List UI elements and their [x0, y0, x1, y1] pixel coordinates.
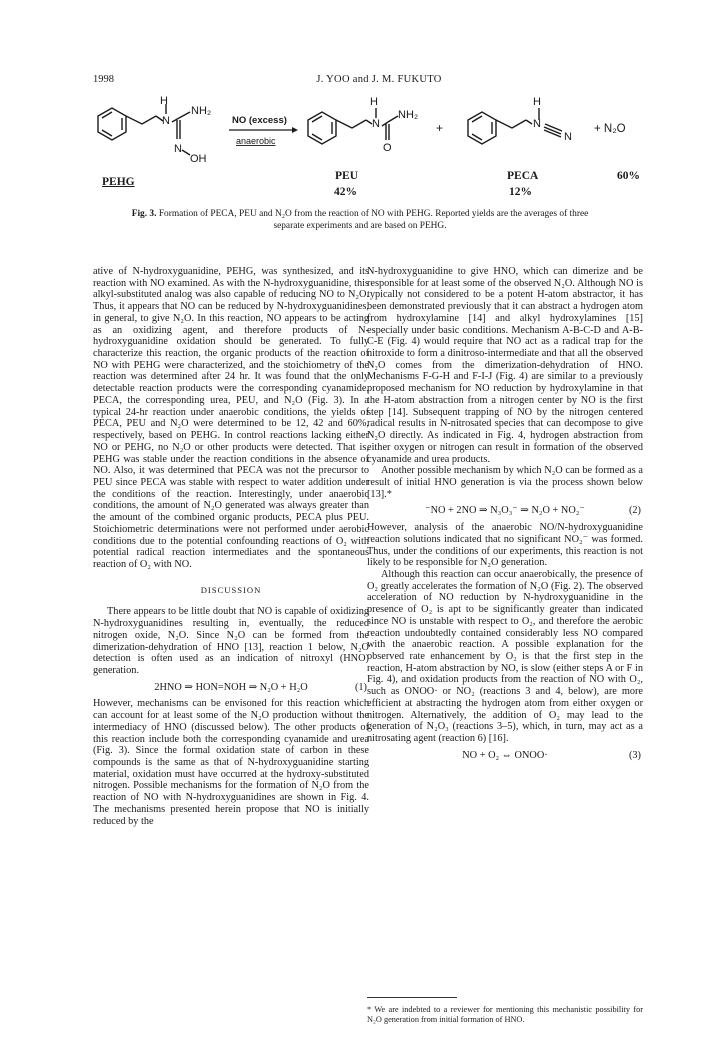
footnote: * We are indebted to a reviewer for mentioning this mechanistic possibility for N₂O generation from initial formation of HNO. — [367, 1005, 643, 1024]
right-paragraph-2: Another possible mechanism by which N₂O can be formed as a result of initial HNO generation is via the process shown below [13].* — [367, 465, 643, 500]
reagent-no-excess: NO (excess) — [232, 115, 287, 126]
peca-structure — [468, 108, 562, 144]
plus-sign-1: + — [436, 121, 444, 135]
left-column — [93, 266, 369, 827]
footnote-rule — [367, 997, 457, 998]
pehg-atom-oh: OH — [190, 153, 207, 165]
label-peu: PEU — [335, 170, 358, 182]
equation-1-number: (1) — [354, 681, 367, 693]
caption-label: Fig. 3. — [131, 209, 157, 219]
running-title: J. YOO and J. M. FUKUTO — [316, 74, 442, 85]
peu-atom-h: H — [370, 96, 378, 108]
right-paragraph-1: N-hydroxyguanidine to give HNO, which can dimerize and be responsible for at least some of the observed N₂O. Although NO is typically not considered to be a potent H-atom abstractor, it has been demonstrated previously that it can abstract a hydrogen atom from hydroxylamine [14] and alkyl hydroxylamines [15] especially under basic conditions. Mechanism A-B-C-D and A-B-C-E (Fig. 4) would require that NO act as a radical trap for the nitroxide to form a dinitroso-intermediate and that all the observed N₂O comes from the dimerization-dehydration of HNO. Mechanisms F-G-H and F-I-J (Fig. 4) are similar to a previously proposed mechanism for NO reduction by hydroxylamine in that the H-atom abstraction from a nitrogen center by NO is the first step [14]. Subsequent trapping of NO by the nitrogen centered radical results in N-nitrosated species that can decompose to give N₂O directly. As indicated in Fig. 4, hydrogen abstraction from either oxygen or nitrogen can result in formation of the observed cyanamide and urea products. — [367, 266, 643, 465]
equation-3 — [367, 750, 643, 762]
left-paragraph-2: There appears to be little doubt that NO is capable of oxidizing N-hydroxyguanidines resulting in, eventually, the reduced nitrogen oxide, N₂O. Since N₂O can be formed from the dimerization-dehydration of HNO [13], reaction 1 below, N₂O detection is often used as an indication of nitroxyl (HNO) generation. — [93, 606, 369, 676]
peu-atom-o: O — [383, 142, 392, 154]
peca-atom-h: H — [533, 96, 541, 108]
peca-atom-n: N — [533, 118, 541, 130]
pehg-atom-n2: N — [174, 143, 182, 155]
scheme-drawing — [86, 92, 676, 210]
label-peu-yield: 42% — [334, 186, 357, 198]
left-paragraph-1: ative of N-hydroxyguanidine, PEHG, was synthesized, and its reaction with NO examined. As with the N-hydroxyguanidine, this alkyl-substituted analog was also capable of reducing NO to N₂O. Thus, it appears that NO can be reduced by N-hydroxyguanidines, in general, to give N₂O. In this reaction, NO appears to be acting as an oxidizing agent, and therefore products of N-hydroxyguanidine oxidation should be generated. To fully characterize this reaction, the organic products of the reaction of NO with PEHG were characterized, and the stoichiometry of the reaction was determined after 24 hr. It was found that the only detectable reaction products were the corresponding cyanamide, PECA, the corresponding urea, PEU, and N₂O (Fig. 3). In a typical 24-hr reaction under anaerobic conditions, the yields of PECA, PEU and N₂O were determined to be 12, 42 and 60%, respectively, based on PEHG. In control reactions lacking either NO or PEHG, no N₂O or other products were detected. That is, PEHG was stable under the reaction conditions in the absence of NO. Also, it was determined that PECA was not the precursor to PEU since PECA was stable with respect to water addition under the conditions of the reaction. Interestingly, under anaerobic conditions, the amount of N₂O generated was always greater than the amount of the combined organic products, PECA plus PEU. Stoichiometric determinations were not performed under aerobic conditions due to the potential confounding reactions of O₂ with potential radical reaction intermediates and the spontaneous reaction of O₂ with NO. — [93, 266, 369, 570]
figure-caption — [120, 209, 600, 232]
running-header — [93, 74, 665, 90]
label-pehg: PEHG — [102, 176, 135, 188]
right-paragraph-4: Although this reaction can occur anaerobically, the presence of O₂ greatly accelerates the formation of N₂O (Fig. 2). The observed acceleration of NO reduction by N-hydroxyguanidine in the presence of O₂ is apt to be significantly greater than indicated since NO is unstable with respect to O₂, and therefore the aerobic reaction undoubtedly contained considerably less NO compared with the anaerobic reaction. A possible explanation for the observed rate enhancement by O₂ is that the first step in the reaction, H-atom abstraction by NO, is slow (either steps A or F in Fig. 4), and oxidation products from the reaction of NO with O₂, such as ONOO· or NO₂ (reactions 3 and 4, below), are more efficient at abstracting the hydrogen atom from either oxygen or nitrogen. Alternatively, the addition of O₂ may lead to the generation of N₂O₃ (reactions 3–5), which, in turn, may act as a nitrosating agent (reaction 6) [16]. — [367, 568, 643, 745]
peu-structure — [308, 108, 398, 144]
left-paragraph-3: However, mechanisms can be envisoned for this reaction which can account for at least some of the N₂O production without the intermediacy of HNO (discussed below). The other products of this reaction include both the corresponding cyanamide and urea (Fig. 3). Since the formal oxidation state of carbon in these compounds is the same as that of N-hydroxyguanidine starting material, oxidation must have occurred at the hydroxy-substituted nitrogen. Possible mechanisms for the formation of N₂O from the reaction of NO with N-hydroxyguanidines are shown in Fig. 4. The mechanisms presented herein propose that NO is initially reduced by the — [93, 698, 369, 827]
page-number: 1998 — [93, 74, 114, 85]
equation-3-number: (3) — [628, 749, 641, 761]
equation-2-number: (2) — [628, 505, 641, 517]
section-heading-discussion: DISCUSSION — [200, 584, 262, 595]
right-paragraph-3: However, analysis of the anaerobic NO/N-hydroxyguanidine reaction solutions indicated that no significant NO₂⁻ was formed. Thus, under the conditions of our experiments, this reaction is not likely to be responsible for N₂O generation. — [367, 522, 643, 569]
pehg-atom-h: H — [160, 95, 168, 107]
plus-n2o: + N₂O — [594, 123, 626, 135]
peu-atom-n: N — [372, 118, 380, 130]
reagent-anaerobic: anaerobic — [236, 136, 276, 146]
pehg-atom-nh2: NH₂ — [191, 105, 212, 117]
equation-1 — [93, 682, 369, 694]
reaction-arrow — [229, 115, 298, 146]
reaction-scheme — [86, 92, 676, 210]
caption-text: Formation of PECA, PEU and N₂O from the reaction of NO with PEHG. Reported yields are the averages of three separate experiments and are based on PEHG. — [156, 209, 589, 231]
pehg-atom-n: N — [162, 115, 170, 127]
right-column — [367, 266, 643, 766]
equation-2-text: ⁻NO + 2NO ⇒ N₃O₃⁻ ⇒ N₂O + NO₂⁻ — [425, 505, 585, 517]
label-peca: PECA — [507, 170, 539, 182]
peu-atom-nh2: NH₂ — [398, 109, 419, 121]
equation-2 — [367, 505, 643, 517]
equation-1-text: 2HNO ⇒ HON=NOH ⇒ N₂O + H₂O — [154, 681, 308, 693]
label-peca-yield: 12% — [509, 186, 532, 198]
peca-atom-n-nitrile: N — [564, 131, 572, 143]
label-n2o-yield: 60% — [617, 170, 640, 182]
equation-3-text: NO + O₂ ⇔ ONOO· — [462, 749, 548, 761]
